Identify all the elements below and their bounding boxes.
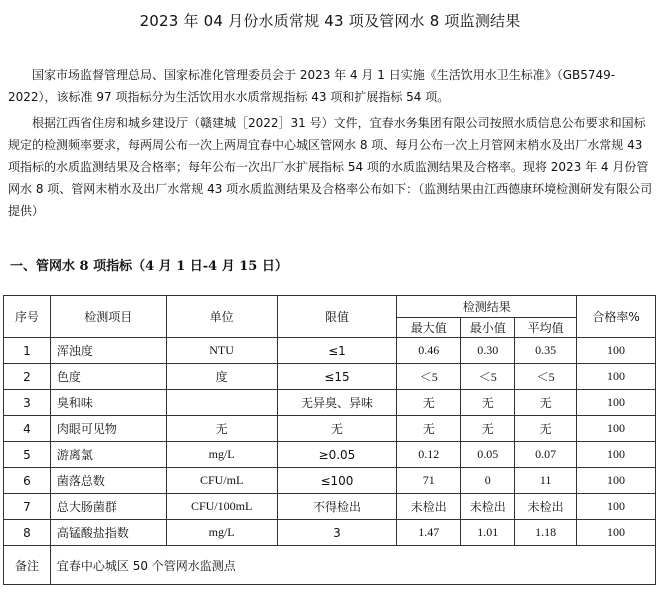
cell-avg: 0.35: [515, 338, 577, 364]
cell-pass-rate: 100: [577, 468, 656, 494]
cell-max: 1.47: [397, 520, 461, 546]
cell-avg: 无: [515, 390, 577, 416]
cell-pass-rate: 100: [577, 364, 656, 390]
results-table: [3, 295, 656, 585]
cell-item: 臭和味: [50, 390, 166, 416]
table-row: [4, 520, 656, 546]
intro-paragraph: 国家市场监督管理总局、国家标准化管理委员会于 2023 年 4 月 1 日实施《生活饮用水卫生标准》（GB5749-2022），该标准 97 项指标分为生活饮用水水质常规指标 43 项和扩展指标 54 项。: [8, 68, 616, 104]
cell-item: 浑浊度: [50, 338, 166, 364]
cell-limit: 无异臭、异味: [277, 390, 397, 416]
cell-unit: [166, 390, 277, 416]
cell-avg: ＜5: [515, 364, 577, 390]
table-row: [4, 338, 656, 364]
cell-unit: NTU: [166, 338, 277, 364]
table-body: [4, 338, 656, 546]
header-min: 最小值: [461, 318, 515, 338]
cell-max: 0.12: [397, 442, 461, 468]
cell-pass-rate: 100: [577, 416, 656, 442]
note-row: [4, 546, 656, 585]
cell-min: 0.05: [461, 442, 515, 468]
cell-avg: 1.18: [515, 520, 577, 546]
basis-paragraph: 根据江西省住房和城乡建设厅（赣建城［2022］31 号）文件，宜春水务集团有限公司按照水质信息公布要求和国标规定的检测频率要求，每两周公布一次上两周宜春中心城区管网水 8 项、每月公布一次上月管网末梢水及出厂水常规 43 项指标的水质监测结果及合格率；每年公布一次出厂水扩展指标 54 项的水质监测结果及合格率。现将 2023 年 4 月份管网水 8 项、管网末梢水及出厂水常规 43 项水质监测结果及合格率公布如下：（监测结果由江西德康环境检测研发有限公司提供）: [8, 116, 653, 218]
cell-index: 2: [4, 364, 51, 390]
cell-unit: CFU/mL: [166, 468, 277, 494]
cell-item: 游离氯: [50, 442, 166, 468]
header-index: 序号: [4, 296, 51, 338]
cell-max: 未检出: [397, 494, 461, 520]
document-title: 2023 年 04 月份水质常规 43 项及管网水 8 项监测结果: [139, 12, 521, 30]
cell-limit: 无: [277, 416, 397, 442]
cell-pass-rate: 100: [577, 520, 656, 546]
header-pass-rate: 合格率%: [577, 296, 656, 338]
header-item: 检测项目: [50, 296, 166, 338]
cell-item: 高锰酸盐指数: [50, 520, 166, 546]
cell-limit: ≥0.05: [277, 442, 397, 468]
cell-index: 3: [4, 390, 51, 416]
header-limit: 限值: [277, 296, 397, 338]
cell-unit: mg/L: [166, 520, 277, 546]
cell-limit: 不得检出: [277, 494, 397, 520]
cell-avg: 未检出: [515, 494, 577, 520]
cell-max: 0.46: [397, 338, 461, 364]
cell-index: 4: [4, 416, 51, 442]
cell-index: 6: [4, 468, 51, 494]
cell-index: 8: [4, 520, 51, 546]
cell-unit: CFU/100mL: [166, 494, 277, 520]
cell-avg: 0.07: [515, 442, 577, 468]
cell-min: 0: [461, 468, 515, 494]
cell-avg: 无: [515, 416, 577, 442]
table-row: [4, 442, 656, 468]
note-text: 宜春中心城区 50 个管网水监测点: [50, 546, 655, 585]
cell-min: 0.30: [461, 338, 515, 364]
cell-limit: 3: [277, 520, 397, 546]
cell-min: 无: [461, 390, 515, 416]
cell-max: 无: [397, 390, 461, 416]
cell-min: 1.01: [461, 520, 515, 546]
table-row: [4, 390, 656, 416]
header-row: [4, 296, 656, 318]
cell-max: ＜5: [397, 364, 461, 390]
cell-pass-rate: 100: [577, 442, 656, 468]
cell-item: 肉眼可见物: [50, 416, 166, 442]
header-unit: 单位: [166, 296, 277, 338]
cell-limit: ≤1: [277, 338, 397, 364]
cell-pass-rate: 100: [577, 494, 656, 520]
cell-min: 无: [461, 416, 515, 442]
cell-unit: 无: [166, 416, 277, 442]
header-result: 检测结果: [397, 296, 577, 318]
section-title: 一、管网水 8 项指标（4 月 1 日-4 月 15 日）: [10, 259, 288, 274]
cell-limit: ≤100: [277, 468, 397, 494]
table-row: [4, 468, 656, 494]
cell-index: 5: [4, 442, 51, 468]
header-avg: 平均值: [515, 318, 577, 338]
cell-max: 无: [397, 416, 461, 442]
cell-index: 1: [4, 338, 51, 364]
cell-unit: 度: [166, 364, 277, 390]
table-row: [4, 494, 656, 520]
cell-pass-rate: 100: [577, 338, 656, 364]
cell-max: 71: [397, 468, 461, 494]
cell-item: 色度: [50, 364, 166, 390]
table-row: [4, 416, 656, 442]
cell-item: 总大肠菌群: [50, 494, 166, 520]
cell-pass-rate: 100: [577, 390, 656, 416]
cell-min: ＜5: [461, 364, 515, 390]
cell-index: 7: [4, 494, 51, 520]
cell-min: 未检出: [461, 494, 515, 520]
cell-item: 菌落总数: [50, 468, 166, 494]
header-max: 最大值: [397, 318, 461, 338]
cell-unit: mg/L: [166, 442, 277, 468]
note-label: 备注: [4, 546, 51, 585]
table-row: [4, 364, 656, 390]
cell-limit: ≤15: [277, 364, 397, 390]
cell-avg: 11: [515, 468, 577, 494]
